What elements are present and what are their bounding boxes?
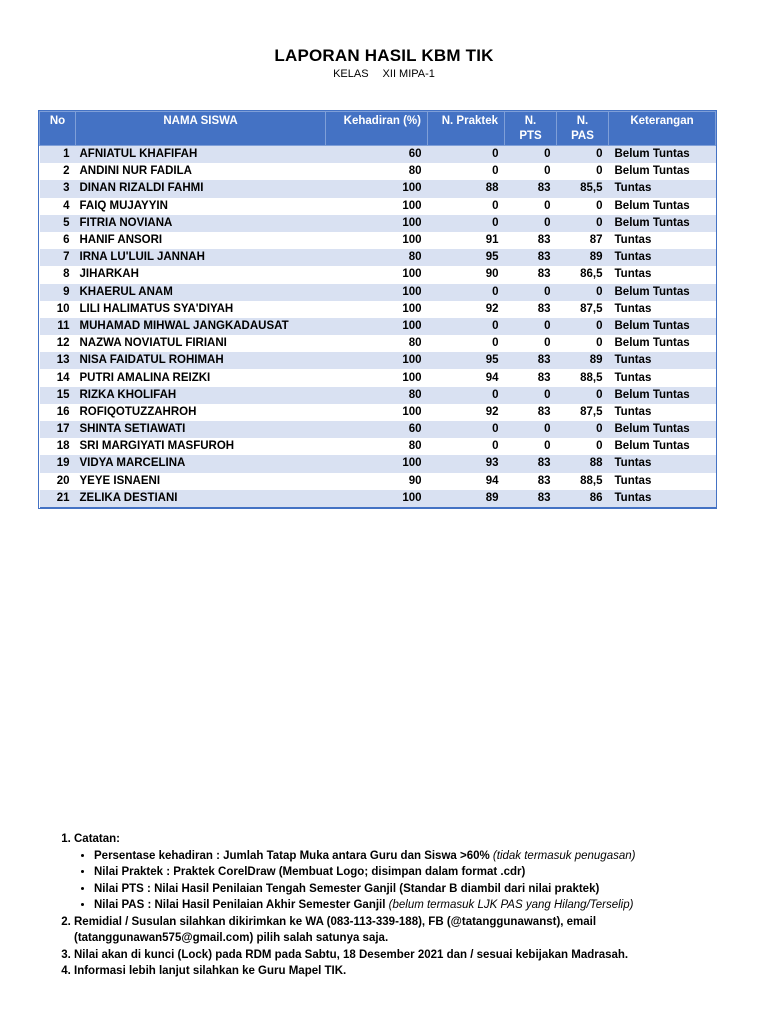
cell-nama: VIDYA MARCELINA [76,455,326,472]
cell-no: 1 [40,146,76,164]
cell-keterangan: Tuntas [609,301,716,318]
note-item-4: 4. Informasi lebih lanjut silahkan ke Guru Mapel TIK. [74,963,730,980]
cell-praktek: 0 [428,335,505,352]
cell-no: 17 [40,421,76,438]
cell-kehadiran: 100 [326,266,428,283]
table-header-row [40,112,716,146]
cell-praktek: 0 [428,198,505,215]
cell-pts: 83 [505,490,557,508]
cell-kehadiran: 80 [326,163,428,180]
cell-pts: 0 [505,438,557,455]
cell-pas: 89 [557,352,609,369]
cell-no: 11 [40,318,76,335]
grades-table [39,111,716,508]
col-header-nama: NAMA SISWA [76,112,326,146]
cell-praktek: 0 [428,438,505,455]
cell-pas: 0 [557,146,609,164]
cell-pts: 83 [505,232,557,249]
cell-keterangan: Belum Tuntas [609,146,716,164]
cell-no: 8 [40,266,76,283]
cell-kehadiran: 80 [326,335,428,352]
cell-pts: 83 [505,266,557,283]
cell-keterangan: Tuntas [609,266,716,283]
col-header-praktek: N. Praktek [428,112,505,146]
cell-keterangan: Belum Tuntas [609,387,716,404]
cell-keterangan: Tuntas [609,180,716,197]
cell-nama: KHAERUL ANAM [76,284,326,301]
cell-nama: RIZKA KHOLIFAH [76,387,326,404]
table-row [40,232,716,249]
cell-pas: 0 [557,318,609,335]
table-row [40,163,716,180]
page-title: LAPORAN HASIL KBM TIK [274,46,494,65]
cell-praktek: 95 [428,249,505,266]
cell-nama: NISA FAIDATUL ROHIMAH [76,352,326,369]
note-bullet: • Nilai PTS : Nilai Hasil Penilaian Tengah Semester Ganjil (Standar B diambil dari nilai praktek) [94,881,730,898]
cell-kehadiran: 100 [326,455,428,472]
cell-no: 19 [40,455,76,472]
cell-praktek: 92 [428,301,505,318]
cell-kehadiran: 60 [326,421,428,438]
cell-kehadiran: 100 [326,318,428,335]
cell-pts: 83 [505,249,557,266]
cell-pts: 0 [505,163,557,180]
cell-kehadiran: 100 [326,215,428,232]
cell-keterangan: Belum Tuntas [609,215,716,232]
cell-praktek: 0 [428,163,505,180]
cell-nama: AFNIATUL KHAFIFAH [76,146,326,164]
cell-pas: 89 [557,249,609,266]
table-row [40,301,716,318]
note-bullet: • Nilai Praktek : Praktek CorelDraw (Membuat Logo; disimpan dalam format .cdr) [94,864,730,881]
cell-praktek: 0 [428,421,505,438]
cell-keterangan: Belum Tuntas [609,318,716,335]
table-row [40,421,716,438]
cell-kehadiran: 100 [326,232,428,249]
cell-pts: 0 [505,387,557,404]
cell-nama: YEYE ISNAENI [76,473,326,490]
table-row [40,198,716,215]
cell-pas: 0 [557,387,609,404]
cell-kehadiran: 100 [326,369,428,386]
cell-praktek: 93 [428,455,505,472]
table-row [40,455,716,472]
cell-pts: 83 [505,301,557,318]
cell-keterangan: Belum Tuntas [609,198,716,215]
cell-no: 14 [40,369,76,386]
cell-nama: SRI MARGIYATI MASFUROH [76,438,326,455]
cell-nama: DINAN RIZALDI FAHMI [76,180,326,197]
cell-no: 4 [40,198,76,215]
cell-nama: HANIF ANSORI [76,232,326,249]
cell-keterangan: Tuntas [609,369,716,386]
cell-keterangan: Tuntas [609,455,716,472]
cell-keterangan: Belum Tuntas [609,421,716,438]
cell-pts: 83 [505,352,557,369]
cell-keterangan: Belum Tuntas [609,163,716,180]
cell-kehadiran: 100 [326,284,428,301]
cell-praktek: 89 [428,490,505,508]
col-header-no: No [40,112,76,146]
cell-nama: NAZWA NOVIATUL FIRIANI [76,335,326,352]
table-row [40,369,716,386]
cell-nama: FITRIA NOVIANA [76,215,326,232]
cell-pas: 0 [557,215,609,232]
cell-pts: 0 [505,198,557,215]
table-row [40,438,716,455]
cell-nama: PUTRI AMALINA REIZKI [76,369,326,386]
cell-praktek: 88 [428,180,505,197]
cell-keterangan: Belum Tuntas [609,438,716,455]
cell-no: 6 [40,232,76,249]
cell-pas: 0 [557,335,609,352]
cell-no: 13 [40,352,76,369]
table-row [40,335,716,352]
kelas-label: KELAS [333,68,369,80]
col-header-kehadiran: Kehadiran (%) [326,112,428,146]
table-row [40,180,716,197]
cell-keterangan: Tuntas [609,490,716,508]
table-row [40,352,716,369]
cell-nama: JIHARKAH [76,266,326,283]
cell-keterangan: Tuntas [609,404,716,421]
cell-keterangan: Tuntas [609,249,716,266]
cell-no: 5 [40,215,76,232]
cell-keterangan: Belum Tuntas [609,284,716,301]
cell-pts: 0 [505,318,557,335]
table-row [40,266,716,283]
cell-keterangan: Tuntas [609,232,716,249]
cell-praktek: 0 [428,284,505,301]
cell-pas: 87 [557,232,609,249]
cell-pts: 83 [505,369,557,386]
cell-no: 21 [40,490,76,508]
cell-kehadiran: 100 [326,180,428,197]
cell-kehadiran: 80 [326,387,428,404]
col-header-pas: N. PAS [557,112,609,146]
cell-kehadiran: 100 [326,404,428,421]
cell-no: 7 [40,249,76,266]
cell-praktek: 95 [428,352,505,369]
cell-pas: 88,5 [557,369,609,386]
cell-praktek: 91 [428,232,505,249]
note-item-2: 2. Remidial / Susulan silahkan dikirimkan ke WA (083-113-339-188), FB (@tatanggunawanst), email (tatanggunawan575@gmail.com) pilih salah satunya saja. [74,914,730,947]
cell-keterangan: Tuntas [609,473,716,490]
cell-pts: 0 [505,284,557,301]
cell-kehadiran: 100 [326,198,428,215]
cell-kehadiran: 100 [326,352,428,369]
note-bullet: • Persentase kehadiran : Jumlah Tatap Muka antara Guru dan Siswa >60% (tidak termasuk penugasan) [94,848,730,865]
cell-nama: FAIQ MUJAYYIN [76,198,326,215]
table-row [40,473,716,490]
cell-pts: 83 [505,180,557,197]
table-row [40,318,716,335]
cell-no: 18 [40,438,76,455]
cell-no: 16 [40,404,76,421]
cell-keterangan: Tuntas [609,352,716,369]
table-row [40,215,716,232]
cell-pas: 0 [557,198,609,215]
cell-no: 10 [40,301,76,318]
cell-pas: 86,5 [557,266,609,283]
table-row [40,404,716,421]
cell-pas: 88 [557,455,609,472]
cell-pas: 0 [557,284,609,301]
cell-nama: IRNA LU'LUIL JANNAH [76,249,326,266]
cell-pts: 0 [505,146,557,164]
cell-no: 20 [40,473,76,490]
notes-section [50,831,730,980]
table-row [40,490,716,508]
cell-kehadiran: 80 [326,249,428,266]
cell-nama: SHINTA SETIAWATI [76,421,326,438]
cell-praktek: 92 [428,404,505,421]
kelas-value: XII MIPA-1 [382,68,435,80]
col-header-pts: N. PTS [505,112,557,146]
cell-keterangan: Belum Tuntas [609,335,716,352]
col-header-keterangan: Keterangan [609,112,716,146]
table-row [40,249,716,266]
note-bullet: • Nilai PAS : Nilai Hasil Penilaian Akhir Semester Ganjil (belum termasuk LJK PAS yang Hilang/Terselip) [94,897,730,914]
cell-praktek: 0 [428,387,505,404]
cell-kehadiran: 90 [326,473,428,490]
cell-pas: 0 [557,421,609,438]
cell-pas: 87,5 [557,404,609,421]
cell-kehadiran: 100 [326,490,428,508]
cell-pas: 88,5 [557,473,609,490]
cell-kehadiran: 80 [326,438,428,455]
table-row [40,387,716,404]
table-row [40,146,716,164]
cell-pas: 86 [557,490,609,508]
cell-no: 15 [40,387,76,404]
cell-praktek: 0 [428,318,505,335]
cell-nama: LILI HALIMATUS SYA'DIYAH [76,301,326,318]
cell-praktek: 0 [428,146,505,164]
cell-nama: ANDINI NUR FADILA [76,163,326,180]
cell-no: 9 [40,284,76,301]
cell-pts: 83 [505,455,557,472]
cell-kehadiran: 60 [326,146,428,164]
cell-praktek: 0 [428,215,505,232]
cell-pas: 0 [557,163,609,180]
cell-no: 12 [40,335,76,352]
cell-no: 3 [40,180,76,197]
cell-praktek: 94 [428,369,505,386]
cell-pas: 0 [557,438,609,455]
cell-kehadiran: 100 [326,301,428,318]
cell-praktek: 90 [428,266,505,283]
cell-pts: 0 [505,421,557,438]
note-item-3: 3. Nilai akan di kunci (Lock) pada RDM pada Sabtu, 18 Desember 2021 dan / sesuai kebijakan Madrasah. [74,947,730,964]
note-item-1 [74,831,730,914]
cell-praktek: 94 [428,473,505,490]
catatan-label: Catatan: [74,833,121,845]
cell-pas: 85,5 [557,180,609,197]
class-info [0,68,768,80]
cell-nama: MUHAMAD MIHWAL JANGKADAUSAT [76,318,326,335]
cell-pts: 0 [505,215,557,232]
cell-nama: ZELIKA DESTIANI [76,490,326,508]
cell-nama: ROFIQOTUZZAHROH [76,404,326,421]
cell-pts: 0 [505,335,557,352]
table-row [40,284,716,301]
cell-no: 2 [40,163,76,180]
cell-pts: 83 [505,404,557,421]
cell-pas: 87,5 [557,301,609,318]
cell-pts: 83 [505,473,557,490]
